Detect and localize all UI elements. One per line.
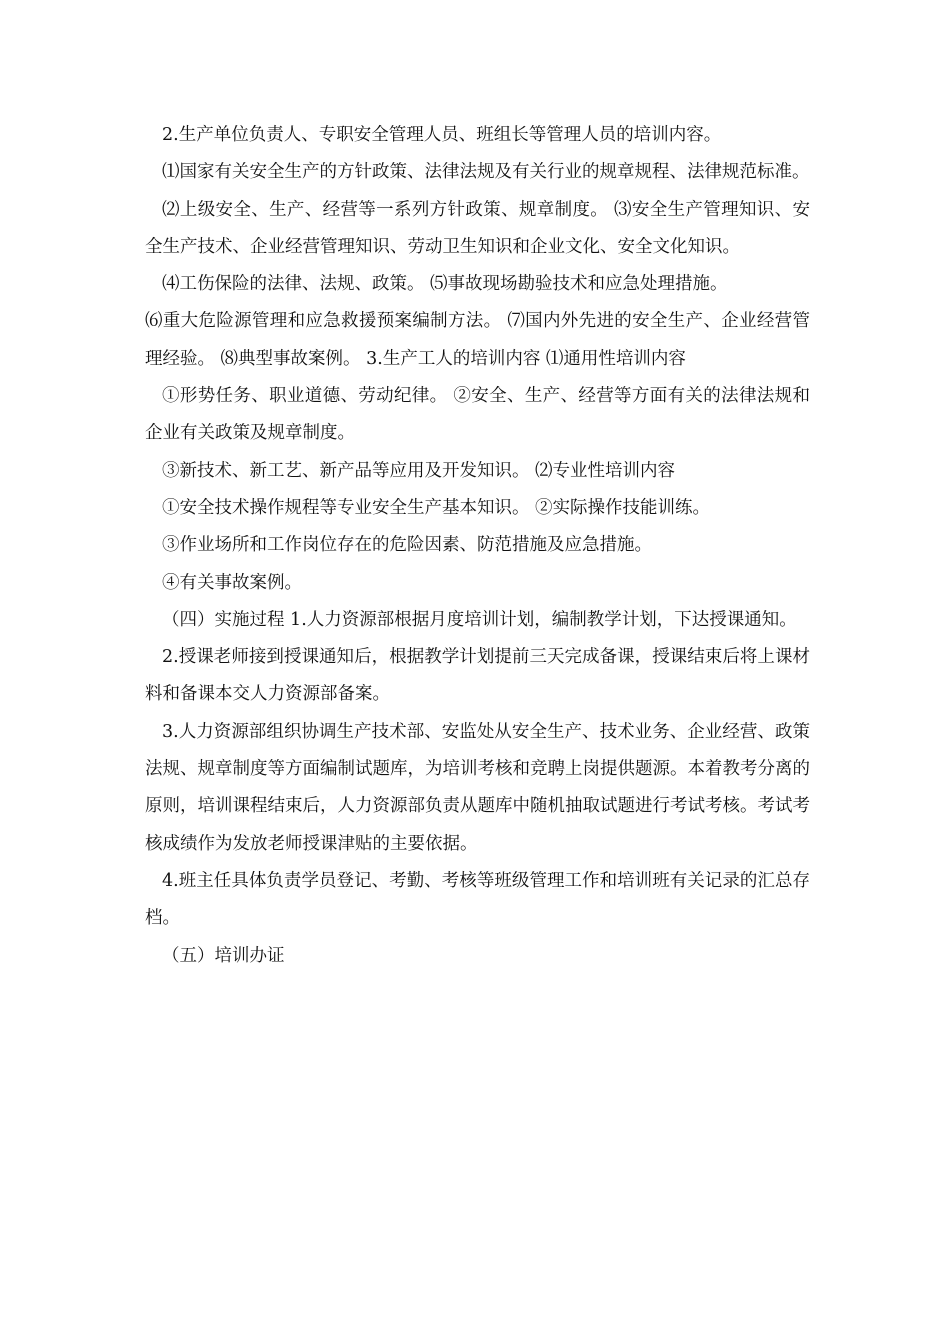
paragraph-7: ③新技术、新工艺、新产品等应用及开发知识。 ⑵专业性培训内容 (162, 460, 676, 481)
paragraph-1: 2.生产单位负责人、专职安全管理人员、班组长等管理人员的培训内容。 (162, 125, 722, 145)
paragraph-14: 4.班主任具体负责学员登记、考勤、考核等班级管理工作和培训班有关记录的汇总存档。 (145, 870, 810, 929)
paragraph-10: ④有关事故案例。 (162, 572, 302, 593)
paragraph-12: 2.授课老师接到授课通知后，根据教学计划提前三天完成备课，授课结束后将上课材料和备课本交人力资源部备案。 (145, 647, 810, 705)
paragraph-4: ⑷工伤保险的法律、法规、政策。 ⑸事故现场勘验技术和应急处理措施。 (162, 274, 728, 295)
paragraph-11: （四）实施过程 1.人力资源部根据月度培训计划，编制教学计划，下达授课通知。 (162, 609, 797, 630)
paragraph-15: （五）培训办证 (162, 945, 285, 966)
paragraph-2: ⑴国家有关安全生产的方针政策、法律法规及有关行业的规章规程、法律规范标准。 (162, 162, 810, 183)
paragraph-9: ③作业场所和工作岗位存在的危险因素、防范措施及应急措施。 (162, 535, 652, 556)
document-body (145, 117, 810, 975)
paragraph-3: ⑵上级安全、生产、经营等一系列方针政策、规章制度。 ⑶安全生产管理知识、安全生产技术、企业经营管理知识、劳动卫生知识和企业文化、安全文化知识。 (145, 199, 810, 257)
paragraph-5: ⑹重大危险源管理和应急救援预案编制方法。 ⑺国内外先进的安全生产、企业经营管理经验。 ⑻典型事故案例。 3.生产工人的培训内容 ⑴通用性培训内容 (145, 311, 810, 369)
paragraph-8: ①安全技术操作规程等专业安全生产基本知识。 ②实际操作技能训练。 (162, 497, 711, 518)
paragraph-6: ①形势任务、职业道德、劳动纪律。 ②安全、生产、经营等方面有关的法律法规和企业有关政策及规章制度。 (145, 386, 810, 444)
paragraph-13: 3.人力资源部组织协调生产技术部、安监处从安全生产、技术业务、企业经营、政策法规、规章制度等方面编制试题库，为培训考核和竞聘上岗提供题源。本着教考分离的原则，培训课程结束后，人力资源部负责从题库中随机抽取试题进行考试考核。考试考核成绩作为发放老师授课津贴的主要依据。 (145, 721, 810, 854)
